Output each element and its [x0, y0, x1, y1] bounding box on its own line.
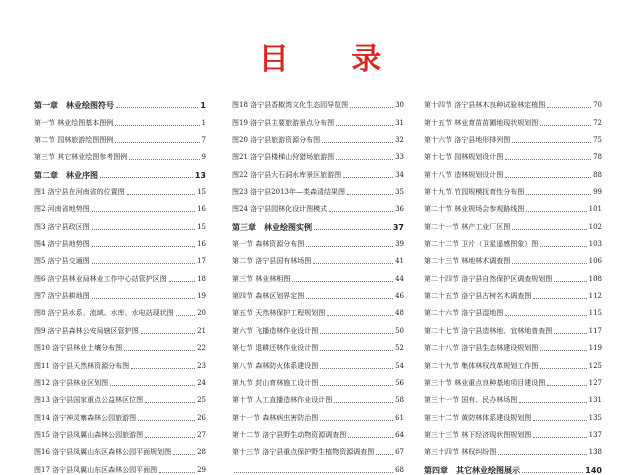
toc-entry-page-number: 7: [201, 136, 206, 145]
toc-entry: [232, 405, 404, 422]
toc-entry-label: 第二十一节 林产工业厂区图: [424, 222, 511, 231]
dot-leader: [533, 298, 586, 299]
toc-entry-label: 图6 洛宁县林业局林业工作中心站管护区图: [34, 274, 167, 283]
toc-entry: [424, 180, 602, 197]
toc-entry: [232, 336, 404, 353]
toc-entry-label: 图3 洛宁县政区图: [34, 222, 90, 231]
toc-entry-label: 第二节 洛宁县国有林场图: [232, 257, 312, 266]
dot-leader: [131, 368, 195, 369]
dot-leader: [322, 142, 393, 143]
toc-entry-page-number: 119: [588, 344, 602, 353]
toc-entry-label: 第九节 封山育林施工设计图: [232, 378, 319, 387]
toc-entry: [34, 371, 206, 388]
dot-leader: [138, 420, 195, 421]
dot-leader: [292, 281, 393, 282]
toc-entry: [232, 457, 404, 474]
dot-leader: [320, 385, 393, 386]
toc-entry-page-number: 131: [588, 396, 602, 405]
toc-entry-page-number: 23: [197, 361, 206, 370]
dot-leader: [540, 350, 586, 351]
toc-entry-page-number: 67: [395, 448, 404, 457]
toc-entry: [424, 440, 602, 457]
toc-entry: [34, 266, 206, 283]
toc-entry-page-number: 15: [197, 222, 206, 231]
toc-entry-page-number: 21: [197, 326, 206, 335]
toc-entry-label: 图9 洛宁县森林公安局辖区管护图: [34, 326, 139, 335]
dot-leader: [115, 125, 199, 126]
toc-entry-label: 第二节 园林旅游绘图图例: [34, 136, 114, 145]
dot-leader: [522, 472, 583, 473]
dot-leader: [124, 350, 195, 351]
dot-leader: [306, 298, 393, 299]
dot-leader: [92, 246, 195, 247]
toc-entry-label: 第二章 林业序图: [34, 170, 98, 180]
toc-entry-label: 图22 洛宁县大石洞水库景区旅游图: [232, 170, 342, 179]
toc-entry-label: 第七节 退耕还林作业设计图: [232, 344, 319, 353]
toc-entry: [424, 388, 602, 405]
dot-leader: [92, 263, 195, 264]
toc-entry: [232, 162, 404, 179]
dot-leader: [176, 315, 195, 316]
toc-column-left: [34, 93, 206, 475]
toc-entry-label: 第一节 林业绘图基本图例: [34, 118, 114, 127]
toc-entry: [424, 214, 602, 231]
dot-leader: [540, 368, 586, 369]
toc-entry-label: 图11 洛宁县天然林资源分布图: [34, 361, 130, 370]
toc-entry-label: 第三十三节 林下经济现状图规划图: [424, 430, 532, 439]
toc-chapter-entry: [232, 214, 404, 231]
toc-entry-page-number: 46: [395, 292, 404, 301]
toc-entry-page-number: 108: [588, 274, 602, 283]
toc-entry-page-number: 9: [201, 153, 206, 162]
dot-leader: [100, 177, 193, 178]
dot-leader: [343, 177, 393, 178]
toc-entry-label: 第十五节 林业育苗苗圃地现状规划图: [424, 118, 539, 127]
dot-leader: [320, 333, 393, 334]
toc-entry-page-number: 13: [194, 170, 206, 180]
dot-leader: [234, 472, 393, 473]
toc-entry: [34, 284, 206, 301]
toc-entry: [34, 110, 206, 127]
toc-entry: [232, 388, 404, 405]
toc-entry-page-number: 28: [197, 448, 206, 457]
dot-leader: [334, 402, 393, 403]
dot-leader: [320, 420, 393, 421]
toc-entry: [232, 301, 404, 318]
toc-entry: [232, 423, 404, 440]
toc-entry-page-number: 54: [395, 361, 404, 370]
toc-entry-page-number: 37: [392, 222, 404, 232]
dot-leader: [336, 125, 393, 126]
toc-entry-page-number: 50: [395, 326, 404, 335]
toc-entry: [232, 128, 404, 145]
toc-entry-label: 第三节 林业林相图: [232, 274, 291, 283]
toc-entry: [34, 440, 206, 457]
toc-entry-page-number: 138: [588, 448, 602, 457]
toc-entry: [424, 145, 602, 162]
dot-leader: [92, 229, 195, 230]
toc-entry: [424, 301, 602, 318]
toc-entry-page-number: 16: [197, 240, 206, 249]
toc-entry-page-number: 24: [197, 378, 206, 387]
toc-entry-page-number: 75: [593, 136, 602, 145]
dot-leader: [159, 472, 195, 473]
toc-entry-label: 第十八节 造林规划设计图: [424, 170, 504, 179]
dot-leader: [505, 159, 591, 160]
toc-entry: [232, 249, 404, 266]
dot-leader: [92, 211, 195, 212]
toc-entry-page-number: 1: [201, 118, 206, 127]
toc-entry-page-number: 56: [395, 378, 404, 387]
toc-entry-label: 图17 洛宁县凤翼山东区森林公园平面图: [34, 465, 158, 474]
toc-entry-label: 图10 洛宁县林业土壤分布图: [34, 344, 123, 353]
toc-entry-label: 图15 洛宁县凤翼山森林公园旅游图: [34, 430, 144, 439]
dot-leader: [141, 333, 195, 334]
toc-entry-label: 第五节 天然林保护工程规划图: [232, 309, 326, 318]
dot-leader: [533, 437, 586, 438]
toc-entry-page-number: 31: [395, 118, 404, 127]
toc-entry-label: 图1 洛宁县在河南省的位置图: [34, 188, 125, 197]
dot-leader: [110, 385, 195, 386]
toc-entry-page-number: 68: [395, 465, 404, 474]
toc-entry: [34, 214, 206, 231]
toc-entry: [34, 249, 206, 266]
toc-entry-label: 第十二节 洛宁县野生动物资源调查图: [232, 430, 347, 439]
toc-entry-label: 第十九节 竹园规模抚育性分布图: [424, 188, 525, 197]
dot-leader: [327, 315, 393, 316]
dot-leader: [554, 281, 586, 282]
toc-entry-page-number: 115: [588, 309, 602, 318]
toc-entry-page-number: 29: [197, 465, 206, 474]
dot-leader: [169, 281, 195, 282]
toc-entry-label: 第三章 林业绘图实例: [232, 222, 312, 232]
toc-entry-label: 第十节 人工直播造林作业设计图: [232, 396, 333, 405]
toc-entry-label: 第三节 其它林业绘图参考图例: [34, 153, 128, 162]
toc-entry-label: 第二十三节 林地林木调查图: [424, 257, 511, 266]
toc-entry: [424, 110, 602, 127]
toc-chapter-entry: [424, 457, 602, 474]
toc-entry: [424, 249, 602, 266]
toc-entry-label: 第二十四节 洛宁县自然保护区调查规划图: [424, 274, 553, 283]
toc-column-middle: [232, 93, 404, 475]
toc-entry-page-number: 127: [588, 378, 602, 387]
dot-leader: [336, 159, 393, 160]
toc-entry-label: 图19 洛宁县主要旅游景点分布图: [232, 118, 335, 127]
dot-leader: [526, 194, 591, 195]
toc-entry-label: 第十六节 洛宁县地形排列图: [424, 136, 511, 145]
dot-leader: [320, 368, 393, 369]
toc-entry-page-number: 88: [593, 170, 602, 179]
toc-entry: [232, 232, 404, 249]
toc-entry-page-number: 15: [197, 188, 206, 197]
toc-entry: [424, 93, 602, 110]
dot-leader: [540, 125, 591, 126]
dot-leader: [129, 159, 199, 160]
dot-leader: [505, 177, 591, 178]
toc-entry: [424, 405, 602, 422]
toc-entry: [34, 457, 206, 474]
toc-entry-label: 图2 河南省地势图: [34, 205, 90, 214]
dot-leader: [512, 142, 591, 143]
dot-leader: [306, 246, 393, 247]
toc-entry: [424, 284, 602, 301]
toc-entry-label: 图16 洛宁县凤翼山东区森林公园平面规划图: [34, 448, 172, 457]
dot-leader: [498, 454, 586, 455]
dot-leader: [512, 229, 586, 230]
toc-entry-label: 第二十二节 卫片（卫星遥感图象）图: [424, 240, 539, 249]
toc-entry-label: 图18 洛宁县香椒湾文化生态园导览图: [232, 101, 349, 110]
dot-leader: [329, 211, 393, 212]
toc-entry: [232, 266, 404, 283]
dot-leader: [347, 194, 393, 195]
dot-leader: [547, 107, 591, 108]
dot-leader: [519, 402, 586, 403]
toc-entry-page-number: 64: [395, 430, 404, 439]
toc-entry-label: 第十一节 森林病虫害防治图: [232, 413, 319, 422]
toc-entry: [232, 353, 404, 370]
toc-entry-page-number: 99: [593, 188, 602, 197]
toc-entry-page-number: 35: [395, 188, 404, 197]
toc-entry-label: 图14 洛宁神灵寨森林公园旅游图: [34, 413, 137, 422]
toc-entry: [34, 145, 206, 162]
dot-leader: [533, 420, 586, 421]
toc-entry: [34, 423, 206, 440]
toc-entry-label: 第一节 森林资源分布图: [232, 240, 305, 249]
toc-entry-label: 第八节 森林防火体系建设图: [232, 361, 319, 370]
toc-entry: [232, 318, 404, 335]
toc-entry-label: 第一章 林业绘图符号: [34, 101, 114, 111]
toc-entry-page-number: 70: [593, 101, 602, 110]
toc-entry-label: 第二十九节 集体林权改革规划工作图: [424, 361, 539, 370]
toc-entry-page-number: 34: [395, 170, 404, 179]
dot-leader: [145, 437, 195, 438]
toc-entry-label: 第六节 飞播造林作业设计图: [232, 326, 319, 335]
dot-leader: [314, 229, 391, 230]
dot-leader: [540, 246, 586, 247]
dot-leader: [127, 194, 195, 195]
toc-entry: [34, 128, 206, 145]
dot-leader: [376, 454, 393, 455]
toc-entry-page-number: 103: [588, 240, 602, 249]
dot-leader: [547, 385, 586, 386]
toc-entry-label: 第二十五节 洛宁县古树名木调查图: [424, 292, 532, 301]
toc-entry: [424, 128, 602, 145]
toc-entry-label: 第十三节 洛宁县重点保护野生植物资源调查图: [232, 448, 375, 457]
toc-entry-page-number: 125: [588, 361, 602, 370]
dot-leader: [505, 315, 586, 316]
toc-chapter-entry: [34, 162, 206, 179]
toc-entry-page-number: 106: [588, 257, 602, 266]
toc-entry: [34, 197, 206, 214]
toc-entry-page-number: 61: [395, 413, 404, 422]
toc-entry-label: 第二十七节 洛宁县造林地、宜林地普查图: [424, 326, 553, 335]
toc-entry-label: 图20 洛宁县旅游资源分布图: [232, 136, 321, 145]
toc-entry: [424, 423, 602, 440]
toc-entry: [424, 197, 602, 214]
toc-entry: [34, 318, 206, 335]
toc-entry-page-number: 112: [588, 292, 602, 301]
toc-entry-label: 图21 洛宁县楼梯山狩猎场旅游图: [232, 153, 335, 162]
dot-leader: [554, 333, 586, 334]
toc-entry-page-number: 137: [588, 430, 602, 439]
toc-entry-page-number: 52: [395, 344, 404, 353]
toc-entry: [34, 180, 206, 197]
toc-entry-page-number: 32: [395, 136, 404, 145]
toc-chapter-entry: [34, 93, 206, 110]
toc-entry-label: 图13 洛宁县国家重点公益林区位图: [34, 396, 144, 405]
toc-entry-label: 第十七节 园林规划设计图: [424, 153, 504, 162]
toc-entry: [424, 266, 602, 283]
toc-entry-page-number: 17: [197, 257, 206, 266]
toc-entry-label: 第四章 其它林业绘图展示: [424, 465, 520, 475]
toc-entry-label: 第三十一节 国有、民办林场图: [424, 396, 518, 405]
toc-entry: [424, 371, 602, 388]
toc-entry: [424, 232, 602, 249]
toc-entry-page-number: 117: [588, 326, 602, 335]
toc-entry-page-number: 27: [197, 430, 206, 439]
toc-entry: [34, 301, 206, 318]
toc-entry-page-number: 135: [588, 413, 602, 422]
toc-entry-label: 图7 洛宁县耕地图: [34, 292, 90, 301]
toc-entry-page-number: 22: [197, 344, 206, 353]
toc-entry-label: 图8 洛宁县水系、流域、水库、水电站现状图: [34, 309, 174, 318]
toc-entry: [232, 180, 404, 197]
toc-entry: [232, 110, 404, 127]
dot-leader: [173, 454, 195, 455]
toc-entry-label: 第二十八节 洛宁县生态林建设规划图: [424, 344, 539, 353]
dot-leader: [115, 142, 199, 143]
page-title: 目 录: [258, 42, 408, 77]
toc-entry-page-number: 20: [197, 309, 206, 318]
toc-entry-label: 第二十节 林业规场会参观路线图: [424, 205, 525, 214]
toc-entry: [34, 336, 206, 353]
toc-entry-page-number: 72: [593, 118, 602, 127]
toc-entry-page-number: 30: [395, 101, 404, 110]
dot-leader: [92, 298, 195, 299]
dot-leader: [512, 263, 586, 264]
dot-leader: [348, 437, 393, 438]
toc-entry-page-number: 48: [395, 309, 404, 318]
toc-entry: [424, 336, 602, 353]
toc-entry-page-number: 18: [197, 274, 206, 283]
toc-entry: [232, 371, 404, 388]
toc-entry: [34, 405, 206, 422]
toc-entry: [424, 162, 602, 179]
toc-entry: [34, 232, 206, 249]
toc-entry-page-number: 140: [585, 465, 602, 475]
toc-entry-page-number: 16: [197, 205, 206, 214]
toc-entry: [424, 353, 602, 370]
toc-entry-label: 第三十二节 黄防林体系建设规划图: [424, 413, 532, 422]
toc-entry-page-number: 102: [588, 222, 602, 231]
toc-entry-page-number: 33: [395, 153, 404, 162]
toc-entry: [232, 93, 404, 110]
toc-entry-page-number: 26: [197, 413, 206, 422]
toc-entry-label: 第十四节 洛宁县林木良种试验林定植图: [424, 101, 546, 110]
toc-entry-label: 图5 洛宁县交通图: [34, 257, 90, 266]
dot-leader: [350, 107, 393, 108]
toc-entry-label: 第三十节 林业重点良种基地项目建设图: [424, 378, 546, 387]
toc-entry: [424, 318, 602, 335]
toc-entry-page-number: 41: [395, 257, 404, 266]
toc-entry-page-number: 44: [395, 274, 404, 283]
toc-column-right: [424, 93, 602, 475]
toc-entry-label: 图12 洛宁县林业区划图: [34, 378, 109, 387]
dot-leader: [313, 263, 393, 264]
dot-leader: [526, 211, 586, 212]
toc-entry: [232, 197, 404, 214]
toc-entry-label: 第三十四节 林权纠纷图: [424, 448, 497, 457]
toc-entry: [34, 353, 206, 370]
dot-leader: [320, 350, 393, 351]
toc-entry-page-number: 1: [200, 101, 206, 111]
toc-entry: [232, 440, 404, 457]
toc-entry-page-number: 19: [197, 292, 206, 301]
toc-entry-page-number: 101: [588, 205, 602, 214]
toc-entry-label: 第四节 森林区划界定图: [232, 292, 305, 301]
toc-entry-page-number: 36: [395, 205, 404, 214]
toc-entry-page-number: 58: [395, 396, 404, 405]
toc-entry-page-number: 39: [395, 240, 404, 249]
toc-entry-label: 图24 洛宁县园林化设计图模式: [232, 205, 328, 214]
toc-entry-page-number: 25: [197, 396, 206, 405]
dot-leader: [116, 107, 198, 108]
dot-leader: [145, 402, 195, 403]
toc-entry-page-number: 78: [593, 153, 602, 162]
toc-entry-label: 第二十六节 洛宁县湿地图: [424, 309, 504, 318]
toc-entry-label: 图23 洛宁县2013年—类森清结果图: [232, 188, 345, 197]
toc-entry-label: 图4 洛宁县地势图: [34, 240, 90, 249]
toc-entry: [232, 284, 404, 301]
toc-entry: [232, 145, 404, 162]
toc-entry: [34, 388, 206, 405]
